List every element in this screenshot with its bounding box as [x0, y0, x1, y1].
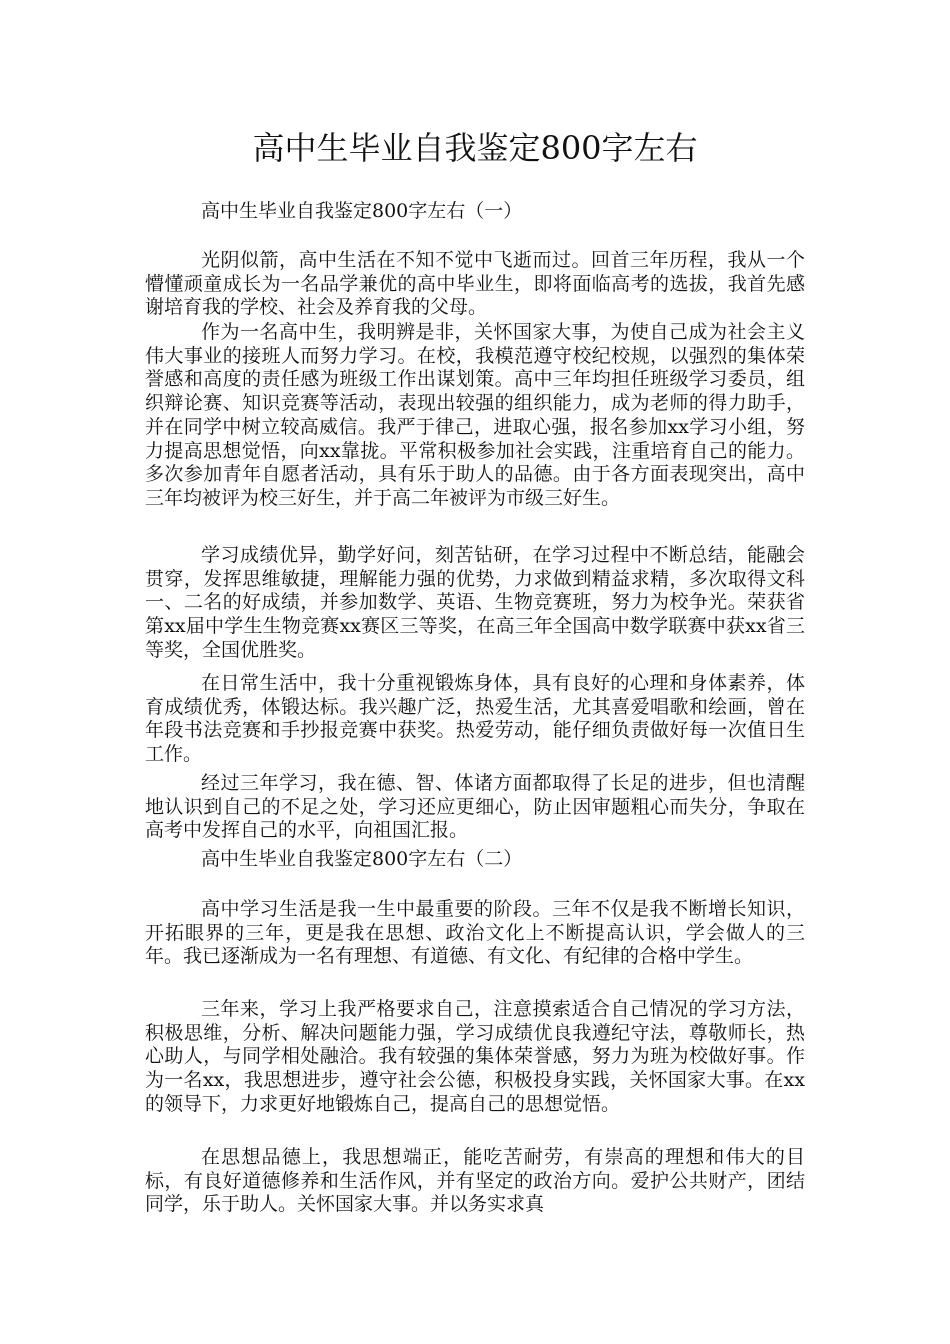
paragraph: 三年来，学习上我严格要求自己，注意摸索适合自己情况的学习方法，积极思维，分析、解决问题能力强，学习成绩优良我遵纪守法，尊敬师长，热心助人，与同学相处融洽。我有较强的集体荣誉感，努力为班为校做好事。作为一名xx，我思想进步，遵守社会公德，积极投身实践，关怀国家大事。在xx的领导下，力求更好地锻炼自己，提高自己的思想觉悟。: [145, 998, 805, 1115]
paragraph: 作为一名高中生，我明辨是非，关怀国家大事，为使自己成为社会主义伟大事业的接班人而努力学习。在校，我模范遵守校纪校规，以强烈的集体荣誉感和高度的责任感为班级工作出谋划策。高中三年均担任班级学习委员，组织辩论赛、知识竞赛等活动，表现出较强的组织能力，成为老师的得力助手，并在同学中树立较高威信。我严于律己，进取心强，报名参加xx学习小组，努力提高思想觉悟，向xx靠拢。平常积极参加社会实践，注重培育自己的能力。多次参加青年自愿者活动，具有乐于助人的品德。由于各方面表现突出，高中三年均被评为校三好生，并于高二年被评为市级三好生。: [145, 321, 805, 509]
paragraph: 光阴似箭，高中生活在不知不觉中飞逝而过。回首三年历程，我从一个懵懂顽童成长为一名品学兼优的高中毕业生，即将面临高考的选拔，我首先感谢培育我的学校、社会及养育我的父母。: [145, 249, 805, 319]
document-title: 高中生毕业自我鉴定800字左右: [252, 129, 698, 167]
paragraph: 在日常生活中，我十分重视锻炼身体，具有良好的心理和身体素养，体育成绩优秀，体锻达标。我兴趣广泛，热爱生活，尤其喜爱唱歌和绘画，曾在年段书法竞赛和手抄报竞赛中获奖。热爱劳动，能仔细负责做好每一次值日生工作。: [145, 672, 805, 766]
paragraph: 在思想品德上，我思想端正，能吃苦耐劳，有崇高的理想和伟大的目标，有良好道德修养和生活作风，并有坚定的政治方向。爱护公共财产，团结同学，乐于助人。关怀国家大事。并以务实求真: [145, 1146, 805, 1216]
section-heading-1: 高中生毕业自我鉴定800字左右（一）: [201, 200, 523, 222]
paragraph: 学习成绩优异，勤学好问，刻苦钻研，在学习过程中不断总结，能融会贯穿，发挥思维敏捷，理解能力强的优势，力求做到精益求精，多次取得文科一、二名的好成绩，并参加数学、英语、生物竞赛班，努力为校争光。荣获省第xx届中学生生物竞赛xx赛区三等奖，在高三年全国高中数学联赛中获xx省三等奖，全国优胜奖。: [145, 544, 805, 661]
paragraph: 高中学习生活是我一生中最重要的阶段。三年不仅是我不断增长知识，开拓眼界的三年，更是我在思想、政治文化上不断提高认识，学会做人的三年。我已逐渐成为一名有理想、有道德、有文化、有纪律的合格中学生。: [145, 898, 805, 968]
section-heading-2: 高中生毕业自我鉴定800字左右（二）: [201, 848, 523, 870]
paragraph: 经过三年学习，我在德、智、体诸方面都取得了长足的进步，但也清醒地认识到自己的不足之处，学习还应更细心，防止因审题粗心而失分，争取在高考中发挥自己的水平，向祖国汇报。: [145, 772, 805, 842]
